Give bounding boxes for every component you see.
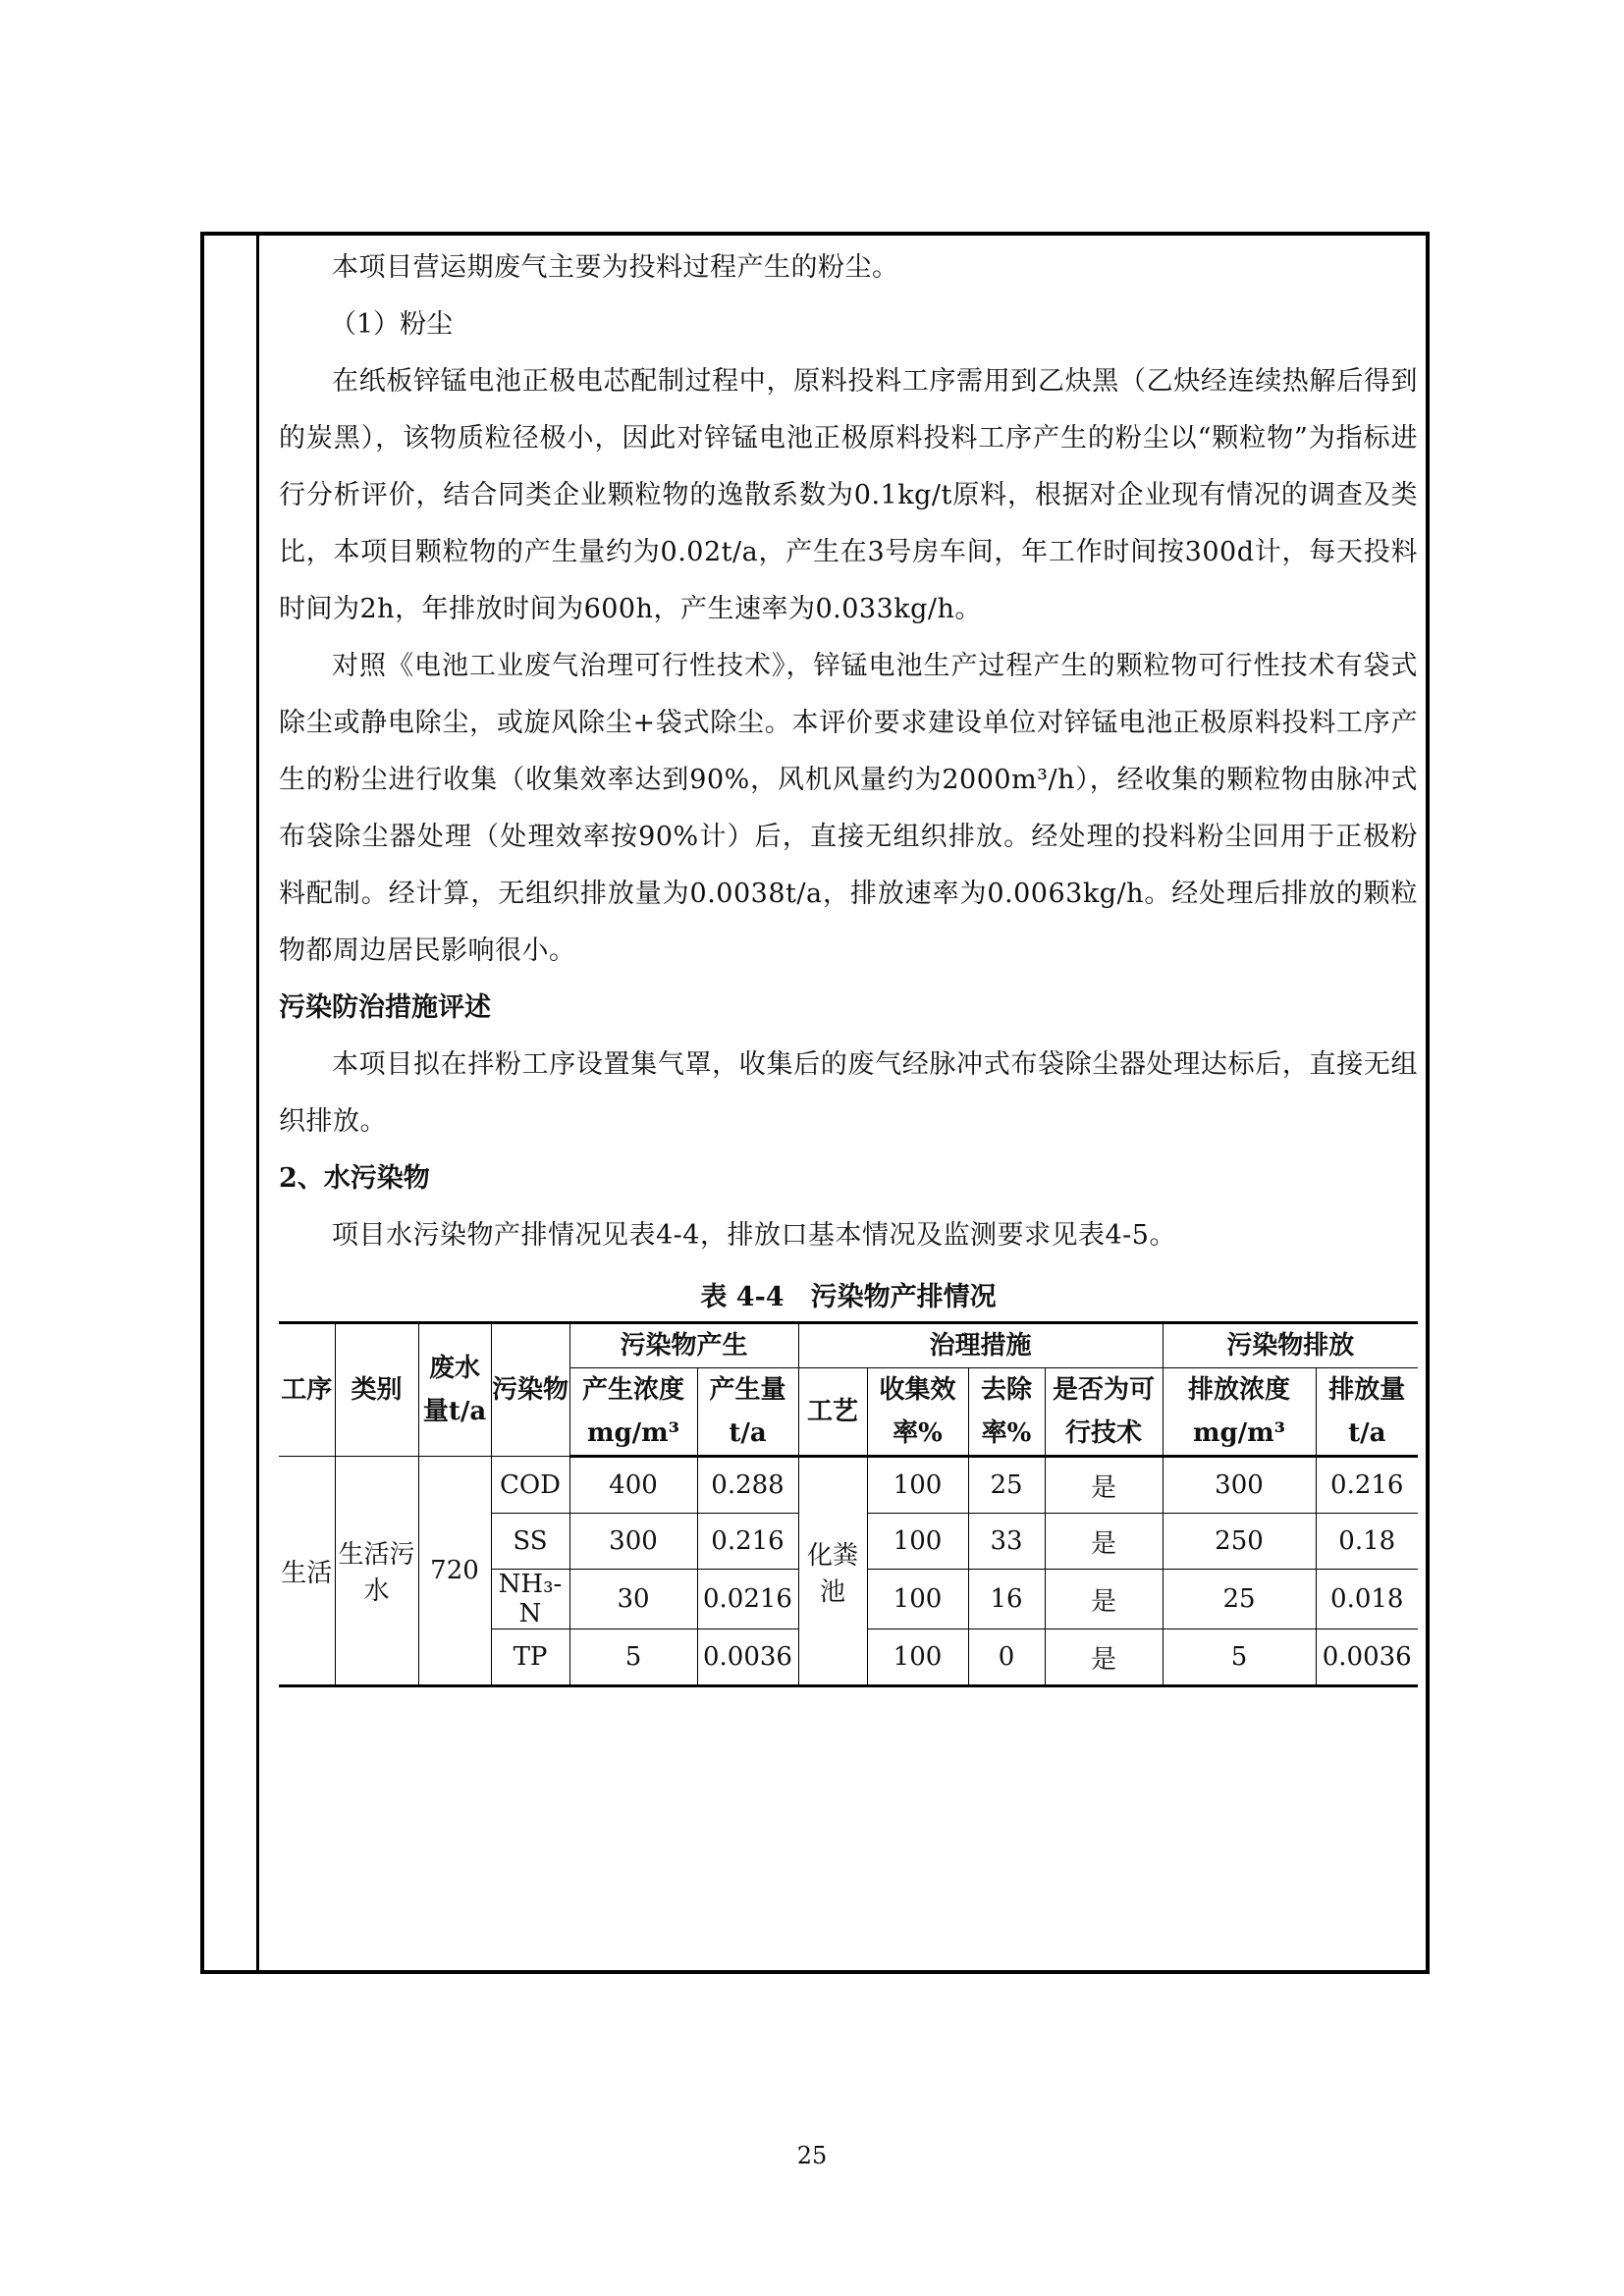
header-pollutant: 污染物 — [491, 1323, 569, 1457]
cell-gen-amount: 0.0036 — [697, 1629, 798, 1686]
header-feasible: 是否为可行技术 — [1045, 1368, 1163, 1457]
cell-gen-amount: 0.288 — [697, 1457, 798, 1514]
cell-process: 生活 — [279, 1457, 335, 1686]
header-removal: 去除率% — [968, 1368, 1045, 1457]
cell-gen-amount: 0.216 — [697, 1514, 798, 1570]
cell-dis-conc: 5 — [1163, 1629, 1316, 1686]
cell-gen-conc: 30 — [569, 1570, 697, 1629]
paragraph-water-intro: 项目水污染物产排情况见表4-4，排放口基本情况及监测要求见表4-5。 — [332, 1220, 1176, 1251]
cell-gen-amount: 0.0216 — [697, 1570, 798, 1629]
cell-collect: 100 — [867, 1514, 968, 1570]
cell-wastewater: 720 — [418, 1457, 491, 1686]
paragraph-exhaust-intro: 本项目营运期废气主要为投料过程产生的粉尘。 — [332, 252, 899, 283]
cell-pollutant: COD — [491, 1457, 569, 1514]
header-discharge: 污染物排放 — [1163, 1323, 1418, 1368]
cell-dis-conc: 250 — [1163, 1514, 1316, 1570]
cell-removal: 33 — [968, 1514, 1045, 1570]
table-row — [279, 1457, 1418, 1514]
cell-gen-conc: 400 — [569, 1457, 697, 1514]
cell-gen-conc: 5 — [569, 1629, 697, 1686]
header-process: 工序 — [279, 1323, 335, 1457]
cell-feasible: 是 — [1045, 1457, 1163, 1514]
cell-dis-amount: 0.18 — [1316, 1514, 1418, 1570]
cell-collect: 100 — [867, 1457, 968, 1514]
cell-removal: 25 — [968, 1457, 1045, 1514]
header-generation: 污染物产生 — [569, 1323, 798, 1368]
paragraph-dust-generation: 在纸板锌锰电池正极电芯配制过程中，原料投料工序需用到乙炔黑（乙炔经连续热解后得到的炭黑），该物质粒径极小，因此对锌锰电池正极原料投料工序产生的粉尘以“颗粒物”为指标进行分析评价，结合同类企业颗粒物的逸散系数为0.1kg/t原料，根据对企业现有情况的调查及类比，本项目颗粒物的产生量约为0.02t/a，产生在3号房车间，年工作时间按300d计，每天投料时间为2h，年排放时间为600h，产生速率为0.033kg/h。 — [279, 366, 1418, 624]
header-wastewater: 废水量t/a — [418, 1323, 491, 1457]
cell-collect: 100 — [867, 1570, 968, 1629]
heading-prevention-measures: 污染防治措施评述 — [279, 992, 491, 1023]
cell-gen-conc: 300 — [569, 1514, 697, 1570]
header-collect-eff: 收集效率% — [867, 1368, 968, 1457]
heading-water-pollutants: 2、水污染物 — [279, 1163, 430, 1194]
cell-collect: 100 — [867, 1629, 968, 1686]
cell-removal: 0 — [968, 1629, 1045, 1686]
cell-feasible: 是 — [1045, 1629, 1163, 1686]
content-body — [279, 240, 1418, 1687]
header-category: 类别 — [335, 1323, 418, 1457]
cell-category: 生活污水 — [335, 1457, 418, 1686]
cell-dis-amount: 0.216 — [1316, 1457, 1418, 1514]
header-gen-amount: 产生量t/a — [697, 1368, 798, 1457]
table-title: 表 4-4 污染物产排情况 — [700, 1282, 997, 1312]
paragraph-prevention: 本项目拟在拌粉工序设置集气罩，收集后的废气经脉冲式布袋除尘器处理达标后，直接无组织排放。 — [279, 1049, 1418, 1137]
cell-dis-amount: 0.018 — [1316, 1570, 1418, 1629]
cell-dis-conc: 25 — [1163, 1570, 1316, 1629]
content-frame — [200, 232, 1430, 1974]
header-dis-conc: 排放浓度mg/m³ — [1163, 1368, 1316, 1457]
cell-pollutant: SS — [491, 1514, 569, 1570]
header-gen-conc: 产生浓度mg/m³ — [569, 1368, 697, 1457]
cell-dis-conc: 300 — [1163, 1457, 1316, 1514]
left-label-column — [204, 236, 259, 1970]
subheading-dust: （1）粉尘 — [330, 309, 454, 340]
paragraph-dust-treatment: 对照《电池工业废气治理可行性技术》，锌锰电池生产过程产生的颗粒物可行性技术有袋式除尘或静电除尘，或旋风除尘+袋式除尘。本评价要求建设单位对锌锰电池正极原料投料工序产生的粉尘进行收集（收集效率达到90%，风机风量约为2000m³/h），经收集的颗粒物由脉冲式布袋除尘器处理（处理效率按90%计）后，直接无组织排放。经处理的投料粉尘回用于正极粉料配制。经计算，无组织排放量为0.0038t/a，排放速率为0.0063kg/h。经处理后排放的颗粒物都周边居民影响很小。 — [279, 651, 1418, 966]
header-treatment: 治理措施 — [798, 1323, 1163, 1368]
cell-pollutant: NH₃-N — [491, 1570, 569, 1629]
cell-feasible: 是 — [1045, 1570, 1163, 1629]
cell-pollutant: TP — [491, 1629, 569, 1686]
header-craft: 工艺 — [798, 1368, 867, 1457]
cell-removal: 16 — [968, 1570, 1045, 1629]
header-dis-amount: 排放量t/a — [1316, 1368, 1418, 1457]
cell-dis-amount: 0.0036 — [1316, 1629, 1418, 1686]
cell-craft: 化粪池 — [798, 1457, 867, 1686]
page-number: 25 — [796, 2142, 828, 2169]
cell-feasible: 是 — [1045, 1514, 1163, 1570]
pollutant-table — [279, 1321, 1418, 1687]
